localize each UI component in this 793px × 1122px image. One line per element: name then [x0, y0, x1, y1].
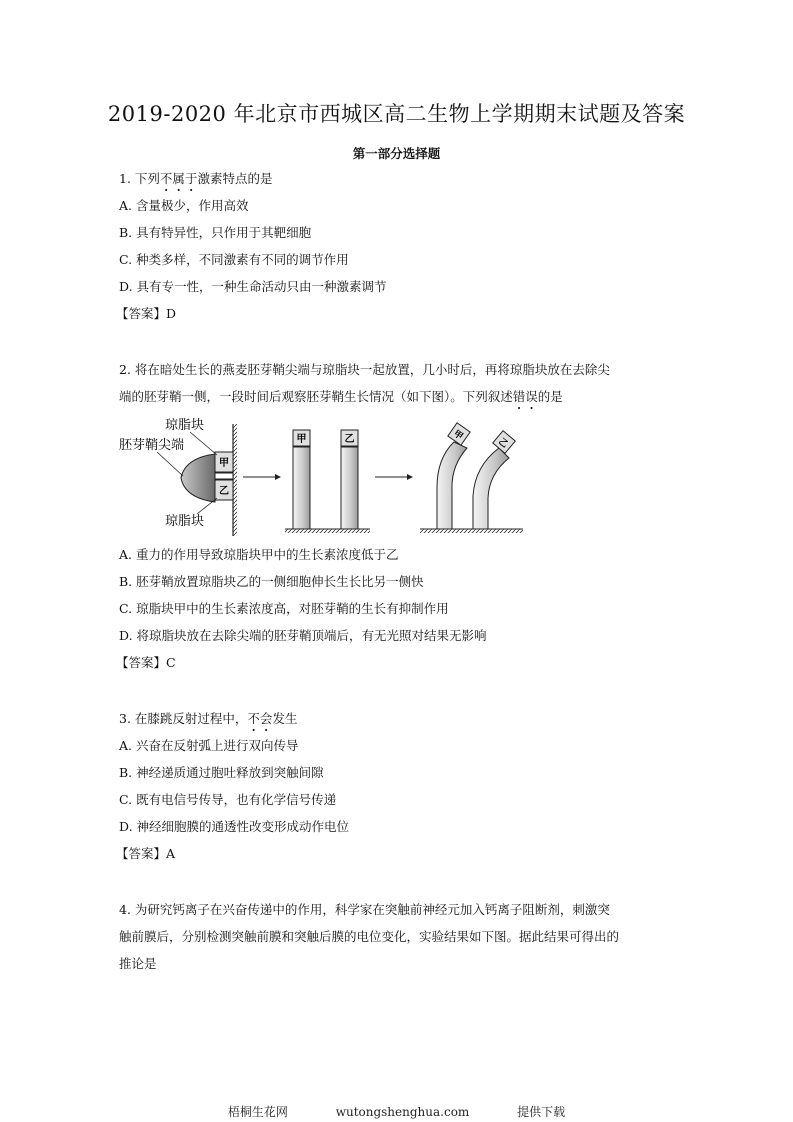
question-3-option-d: D. 神经细胞膜的通透性改变形成动作电位	[119, 819, 350, 834]
svg-text:乙: 乙	[219, 486, 229, 497]
question-4-stem-line-2: 触前膜后，分别检测突触前膜和突触后膜的电位变化，实验结果如下图。据此结果可得出的	[119, 929, 620, 944]
svg-text:乙: 乙	[344, 434, 355, 445]
footer-note: 提供下载	[517, 1105, 566, 1119]
emphasis-char: 属	[172, 171, 185, 186]
question-2-option-d: D. 将琼脂块放在去除尖端的胚芽鞘顶端后，有无光照对结果无影响	[119, 628, 487, 643]
svg-text:甲: 甲	[451, 428, 465, 443]
question-2-option-a: A. 重力的作用导致琼脂块甲中的生长素浓度低于乙	[119, 547, 399, 562]
question-1-stem: 1. 下列不属于激素特点的是	[119, 171, 273, 186]
coleoptile-experiment-figure	[115, 418, 525, 536]
question-3-option-a: A. 兴奋在反射弧上进行双向传导	[119, 738, 299, 753]
section-heading: 第一部分选择题	[352, 146, 441, 161]
page-footer	[0, 1103, 793, 1120]
footer-url: wutongshenghua.com	[335, 1105, 470, 1119]
question-2-stem-line-2: 端的胚芽鞘一侧，一段时间后观察胚芽鞘生长情况（如下图）。下列叙述错误的是	[119, 389, 563, 404]
svg-text:乙: 乙	[496, 436, 510, 451]
question-2-option-c: C. 琼脂块甲中的生长素浓度高，对胚芽鞘的生长有抑制作用	[119, 601, 449, 616]
question-1-option-a: A. 含量极少，作用高效	[119, 198, 249, 213]
emphasis-char: 不	[247, 711, 260, 726]
svg-text:甲: 甲	[296, 434, 307, 445]
question-3-option-b: B. 神经递质通过胞吐释放到突触间隙	[119, 765, 324, 780]
question-2-stem-line-1: 2. 将在暗处生长的燕麦胚芽鞘尖端与琼脂块一起放置，几小时后，再将琼脂块放在去除尖	[119, 362, 610, 377]
svg-text:甲: 甲	[219, 458, 229, 469]
emphasis-char: 会	[259, 711, 273, 726]
emphasis-char: 不	[159, 171, 173, 186]
question-1-option-c: C. 种类多样，不同激素有不同的调节作用	[119, 252, 349, 267]
svg-text:琼脂块: 琼脂块	[165, 514, 205, 529]
svg-text:琼脂块: 琼脂块	[165, 418, 205, 433]
question-1-option-d: D. 具有专一性，一种生命活动只由一种激素调节	[119, 279, 387, 294]
question-1-option-b: B. 具有特异性，只作用于其靶细胞	[119, 225, 312, 240]
question-2-option-b: B. 胚芽鞘放置琼脂块乙的一侧细胞伸长生长比另一侧快	[119, 574, 424, 589]
question-3-stem: 3. 在膝跳反射过程中，不会发生	[119, 711, 298, 726]
question-3-option-c: C. 既有电信号传导，也有化学信号传递	[119, 792, 337, 807]
question-1-answer: 【答案】D	[116, 306, 177, 321]
svg-text:胚芽鞘尖端: 胚芽鞘尖端	[119, 438, 185, 453]
emphasis-char: 误	[525, 389, 538, 404]
question-4-stem-line-1: 4. 为研究钙离子在兴奋传递中的作用，科学家在突触前神经元加入钙离子阻断剂，刺激突	[119, 902, 610, 917]
question-3-answer: 【答案】A	[116, 846, 176, 861]
question-4-stem-line-3: 推论是	[119, 956, 157, 971]
emphasis-char: 于	[184, 171, 198, 186]
question-2-answer: 【答案】C	[116, 655, 176, 670]
emphasis-char: 错	[512, 389, 526, 404]
document-title: 2019-2020 年北京市西城区高二生物上学期期末试题及答案	[107, 102, 686, 126]
footer-site-name: 梧桐生花网	[227, 1105, 288, 1119]
